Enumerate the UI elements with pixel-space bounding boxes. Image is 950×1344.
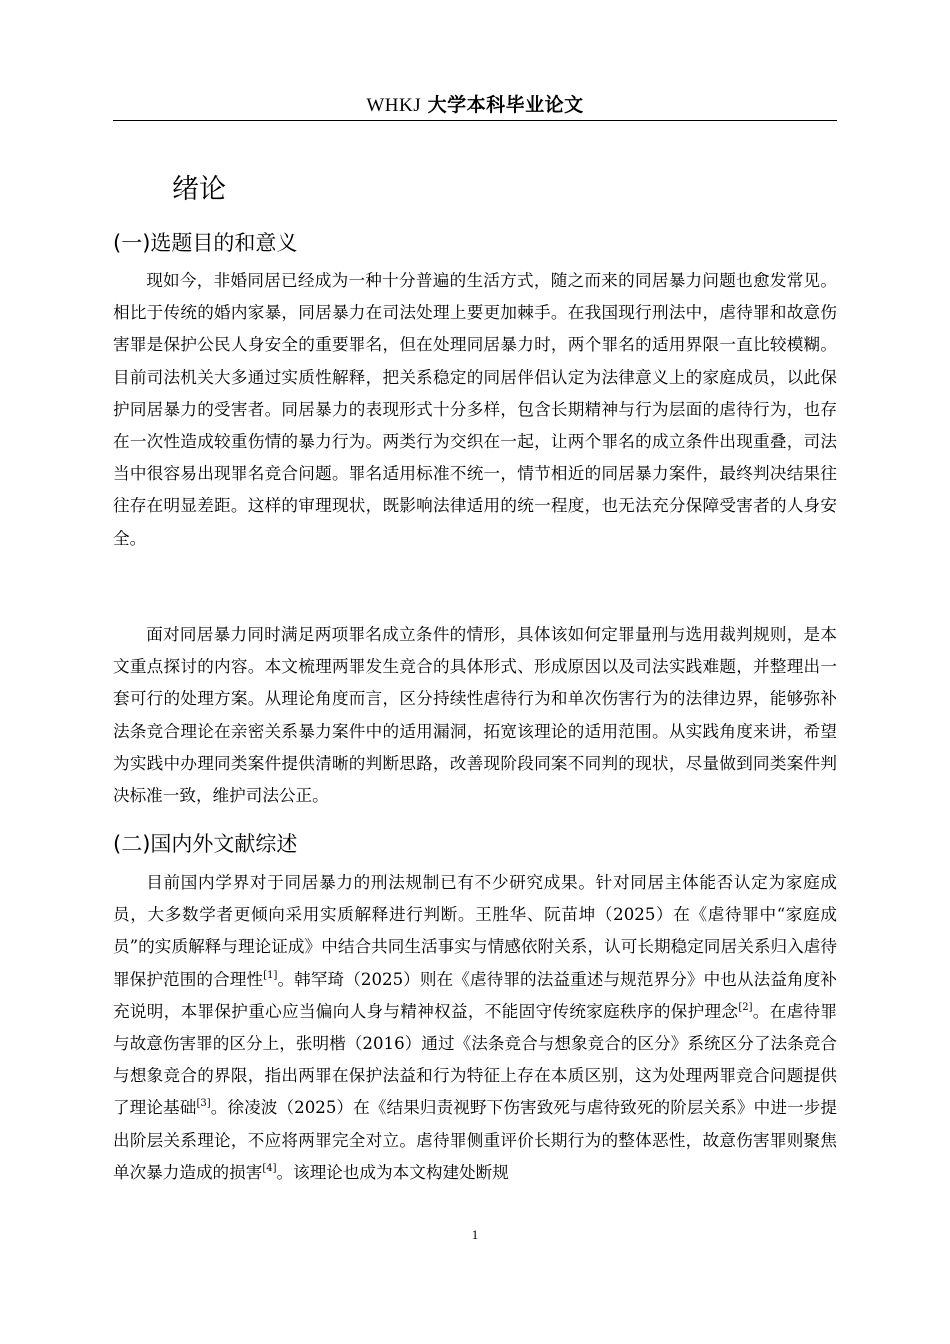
paragraph-2: 面对同居暴力同时满足两项罪名成立条件的情形，具体该如何定罪量刑与选用裁判规则，是本文重点探讨的内容。本文梳理两罪发生竞合的具体形式、形成原因以及司法实践难题，并整理出一套可行的处理方案。从理论角度而言，区分持续性虐待行为和单次伤害行为的法律边界，能够弥补法条竞合理论在亲密关系暴力案件中的适用漏洞，拓宽该理论的适用范围。从实践角度来讲，希望为实践中办理同类案件提供清晰的判断思路，改善现阶段同案不同判的现状，尽量做到同类案件判决标准一致，维护司法公正。: [113, 625, 837, 806]
citation-2: [2]: [738, 1001, 753, 1013]
section-title-literature-review: (二)国内外文献综述: [113, 832, 298, 856]
paragraph-3-text-5: 。该理论也成为本文构建处断规: [276, 1162, 509, 1182]
citation-4: [4]: [262, 1162, 277, 1174]
paragraph-3-text-3: 。在虐待罪与故意伤害罪的区分上，张明楷（2016）通过《法条竞合与想象竞合的区分》系统区分了法条竞合与想象竞合的界限，指出两罪在保护法益和行为特征上存在本质区别，这为处理两罪竞合问题提供了理论基础: [113, 1001, 838, 1118]
header-school: WHKJ: [366, 95, 422, 116]
paragraph-3-text-4: 。徐凌波（2025）在《结果归责视野下伤害致死与虐待致死的阶层关系》中进一步提出阶层关系理论，不应将两罪完全对立。虐待罪侧重评价长期行为的整体恶性，故意伤害罪则聚焦单次暴力造成的损害: [113, 1098, 837, 1182]
citation-1: [1]: [263, 969, 278, 981]
paragraph-3-text-2: 。韩罕琦（2025）则在《虐待罪的法益重述与规范界分》中也从法益角度补充说明，本罪保护重心应当偏向人身与精神权益，不能固守传统家庭秩序的保护理念: [113, 969, 837, 1021]
section-title-purpose: (一)选题目的和意义: [113, 231, 298, 255]
header-divider: [113, 120, 837, 121]
citation-3: [3]: [196, 1098, 211, 1110]
paragraph-1: 现如今，非婚同居已经成为一种十分普遍的生活方式，随之而来的同居暴力问题也愈发常见。相比于传统的婚内家暴，同居暴力在司法处理上要更加棘手。在我国现行刑法中，虐待罪和故意伤害罪是保护公民人身安全的重要罪名，但在处理同居暴力时，两个罪名的适用界限一直比较模糊。目前司法机关大多通过实质性解释，把关系稳定的同居伴侣认定为法律意义上的家庭成员，以此保护同居暴力的受害者。同居暴力的表现形式十分多样，包含长期精神与行为层面的虐待行为，也存在一次性造成较重伤情的暴力行为。两类行为交织在一起，让两个罪名的成立条件出现重叠，司法当中很容易出现罪名竞合问题。罪名适用标准不统一，情节相近的同居暴力案件，最终判决结果往往存在明显差距。这样的审理现状，既影响法律适用的统一程度，也无法充分保障受害者的人身安全。: [113, 271, 837, 548]
header-thesis-type: 大学本科毕业论文: [427, 94, 584, 116]
running-header: [113, 92, 837, 119]
paragraph-3: [113, 867, 837, 1189]
paragraph-3-text-1: 目前国内学界对于同居暴力的刑法规制已有不少研究成果。针对同居主体能否认定为家庭成员，大多数学者更倾向采用实质解释进行判断。王胜华、阮苗坤（2025）在《虐待罪中“家庭成员”的实质解释与理论证成》中结合共同生活事实与情感依附关系，认可长期稳定同居关系归入虐待罪保护范围的合理性: [113, 873, 837, 989]
chapter-title: 绪论: [172, 174, 226, 205]
page-number: 1: [471, 1227, 479, 1242]
